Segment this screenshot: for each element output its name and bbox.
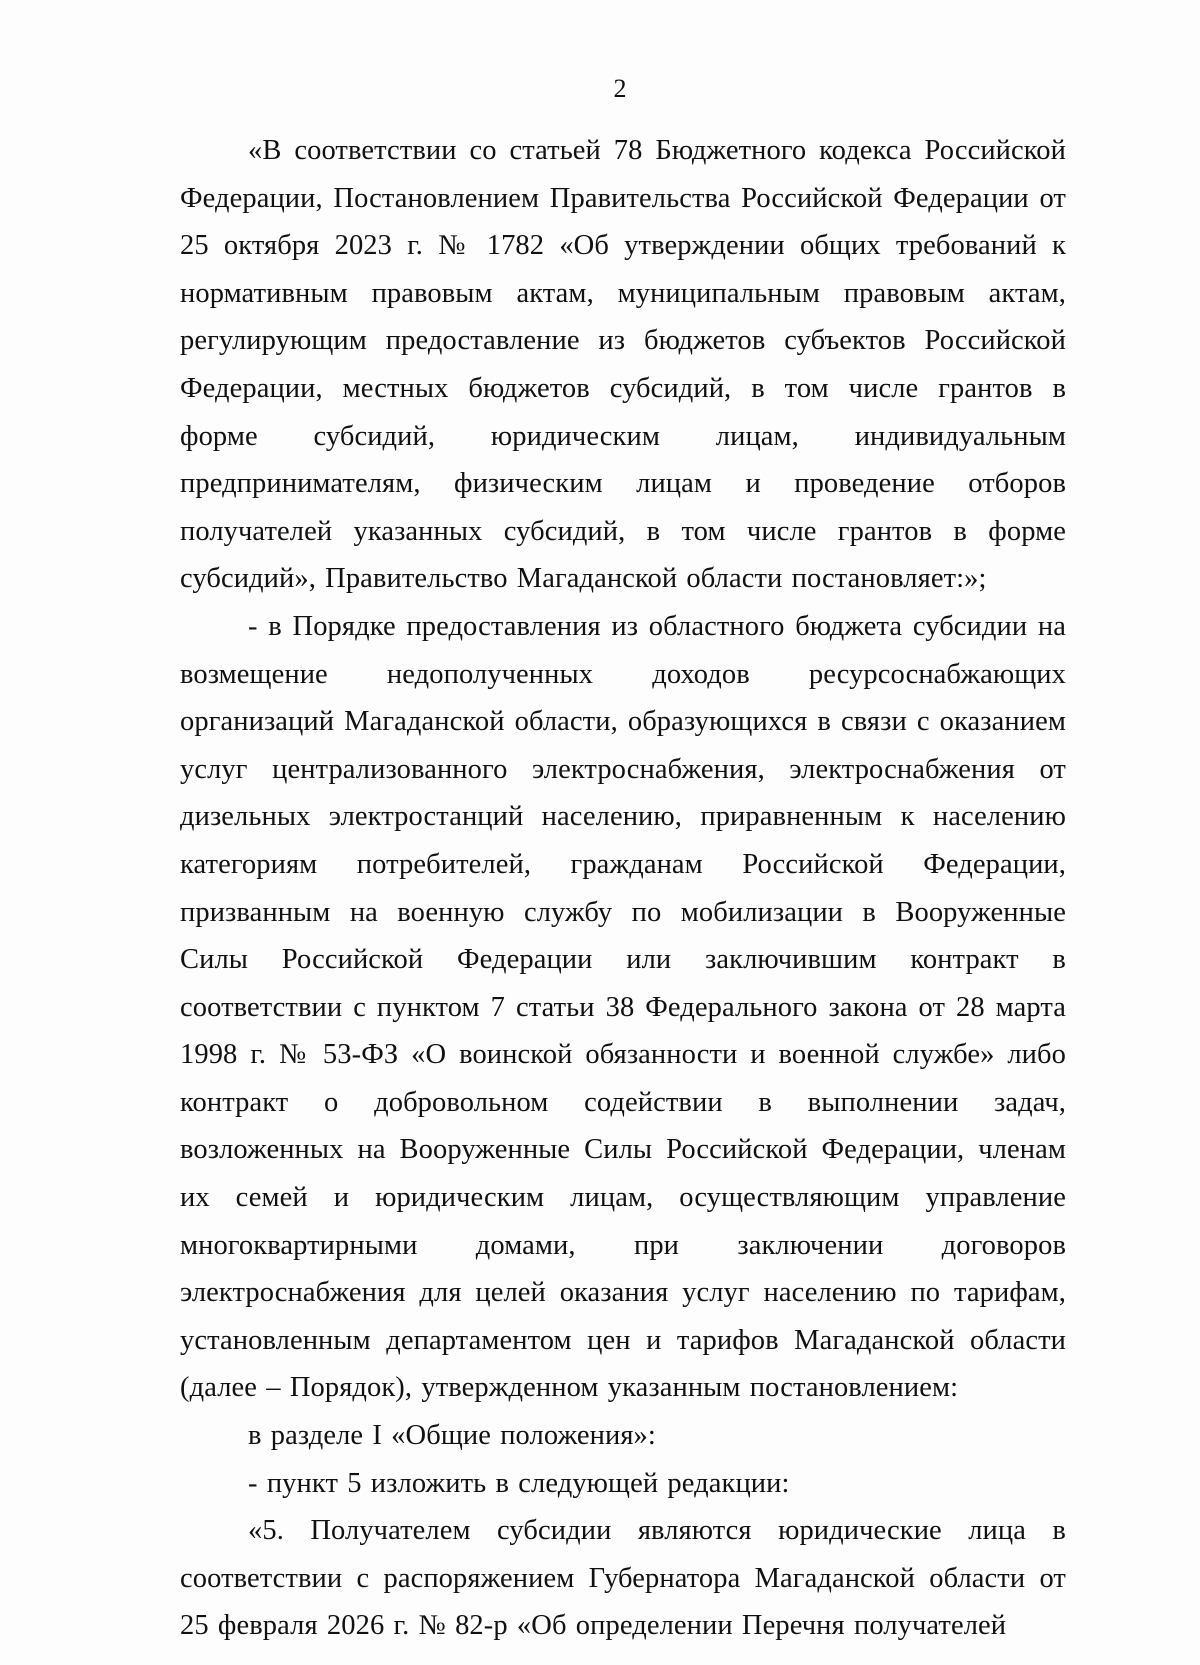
document-body xyxy=(180,127,1066,1650)
paragraph-item-instruction: - пункт 5 изложить в следующей редакции: xyxy=(248,1467,790,1499)
paragraph-procedure: - в Порядке предоставления из областного бюджета субсидии на возмещение недополученных доходов ресурсоснабжающих организаций Магаданской области, образующихся в связи с оказанием услуг централизованного электроснабжения, электроснабжения от дизельных электростанций населению, приравненным к населению категориям потребителей, гражданам Российской Федерации, призванным на военную службу по мобилизации в Вооруженные Силы Российской Федерации или заключившим контракт в соответствии с пунктом 7 статьи 38 Федерального закона от 28 марта 1998 г. № 53-ФЗ «О воинской обязанности и военной службе» либо контракт о добровольном содействии в выполнении задач, возложенных на Вооруженные Силы Российской Федерации, членам их семей и юридическим лицам, осуществляющим управление многоквартирными домами, при заключении договоров электроснабжения для целей оказания услуг населению по тарифам, установленным департаментом цен и тарифов Магаданской области (далее – Порядок), утвержденном указанным постановлением: xyxy=(180,610,1066,1404)
paragraph-item-5: «5. Получателем субсидии являются юридические лица в соответствии с распоряжением Губернатора Магаданской области от 25 февраля 2026 г. № 82-р «Об определении Перечня получателей xyxy=(180,1515,1066,1642)
page-number: 2 xyxy=(613,74,627,103)
paragraph-preamble: «В соответствии со статьей 78 Бюджетного кодекса Российской Федерации, Постановлением Правительства Российской Федерации от 25 октября 2023 г. № 1782 «Об утверждении общих требований к нормативным правовым актам, муниципальным правовым актам, регулирующим предоставление из бюджетов субъектов Российской Федерации, местных бюджетов субсидий, в том числе грантов в форме субсидий, юридическим лицам, индивидуальным предпринимателям, физическим лицам и проведение отборов получателей указанных субсидий, в том числе грантов в форме субсидий», Правительство Магаданской области постановляет:»; xyxy=(180,135,1066,595)
paragraph-section-heading: в разделе I «Общие положения»: xyxy=(248,1420,656,1452)
